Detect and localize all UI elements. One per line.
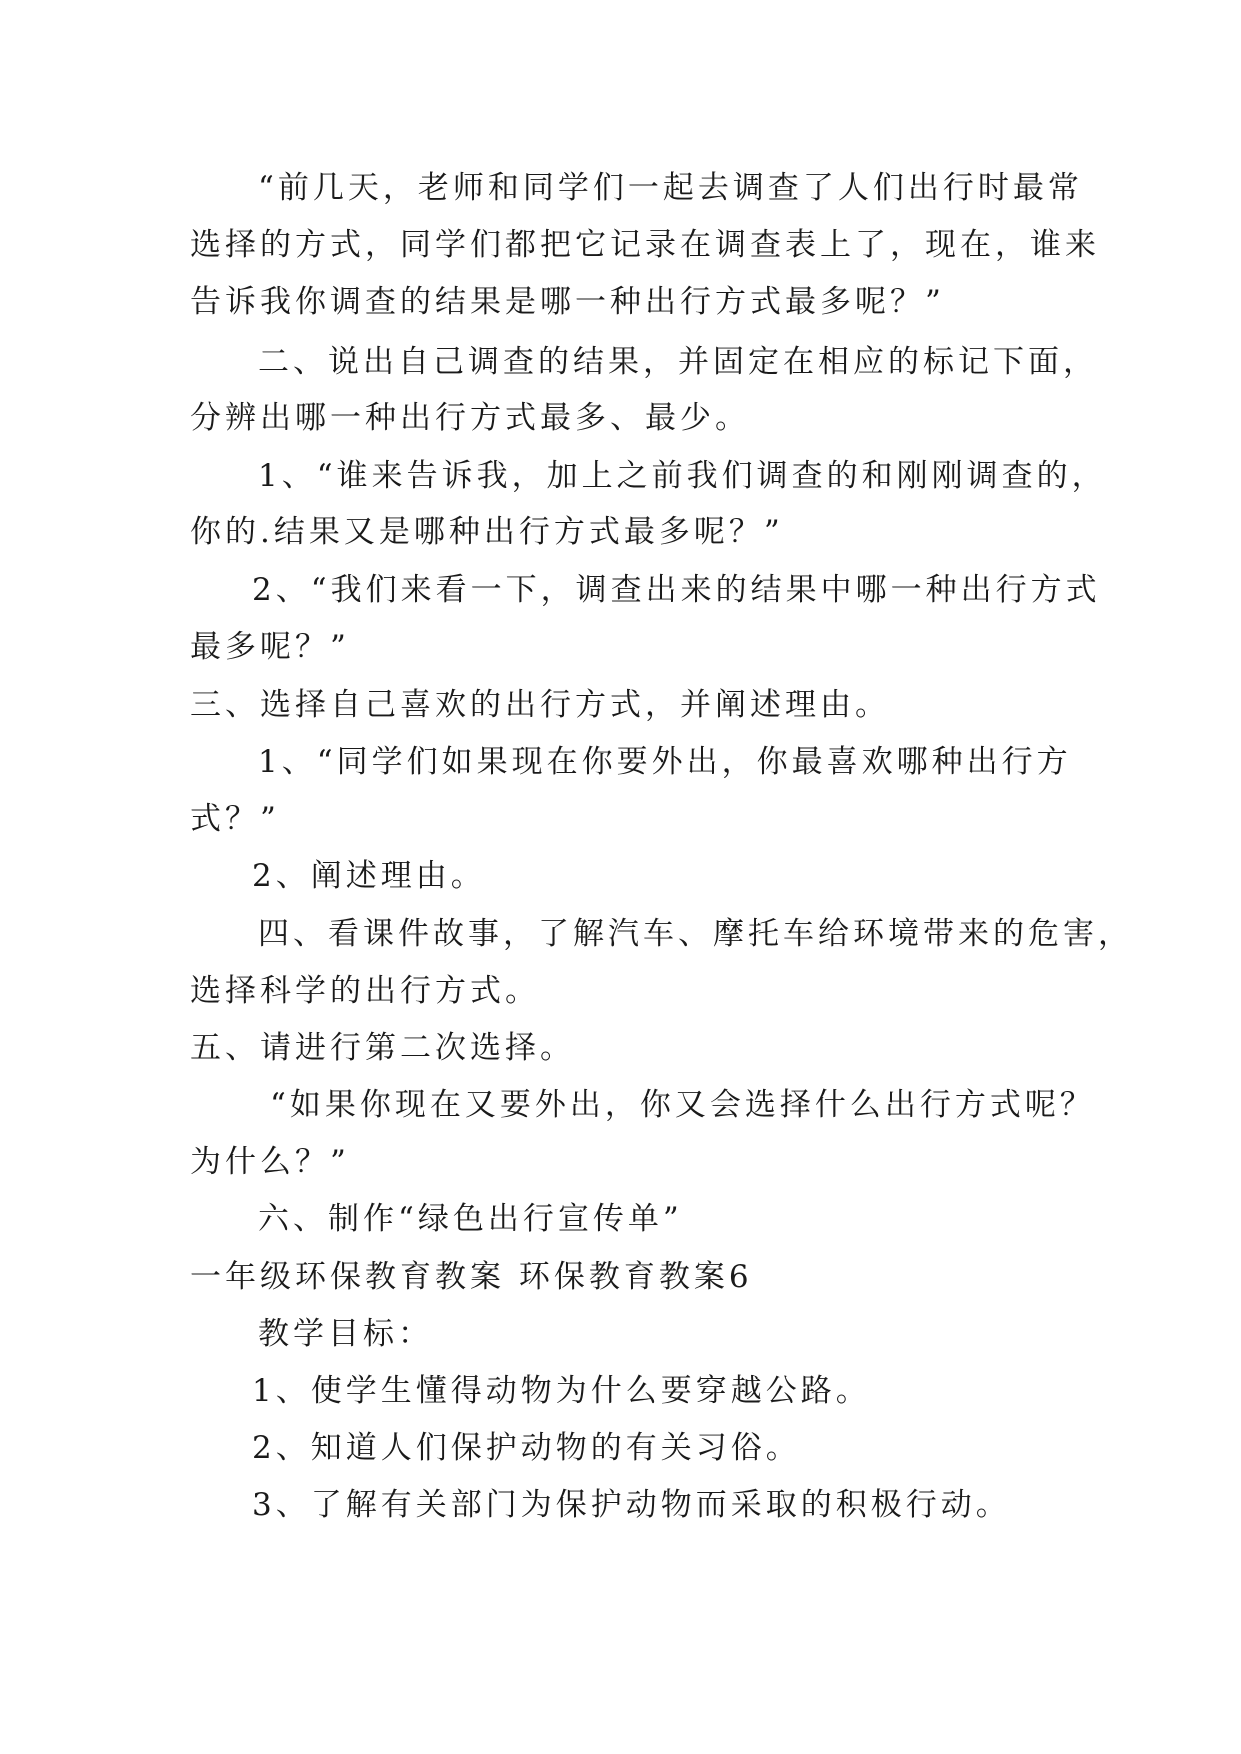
paragraph-line: 选择的方式，同学们都把它记录在调查表上了，现在，谁来 — [190, 227, 1100, 263]
paragraph-line: 你的.结果又是哪种出行方式最多呢？” — [190, 514, 784, 550]
section-heading: 四、看课件故事，了解汽车、摩托车给环境带来的危害， — [258, 916, 1133, 952]
section-heading: 六、制作“绿色出行宣传单” — [258, 1201, 683, 1237]
paragraph-line: 式？” — [190, 801, 280, 837]
section-heading: 教学目标： — [258, 1316, 433, 1352]
paragraph-line: 为什么？” — [190, 1144, 350, 1180]
list-item: 3、了解有关部门为保护动物而采取的积极行动。 — [252, 1487, 1011, 1523]
paragraph-line: “前几天，老师和同学们一起去调查了人们出行时最常 — [258, 170, 1083, 206]
section-heading: 二、说出自己调查的结果，并固定在相应的标记下面， — [258, 344, 1098, 380]
section-heading: 三、选择自己喜欢的出行方式，并阐述理由。 — [190, 687, 890, 723]
list-item: 2、“我们来看一下，调查出来的结果中哪一种出行方式 — [252, 572, 1101, 608]
list-item: 1、“谁来告诉我，加上之前我们调查的和刚刚调查的， — [258, 458, 1107, 494]
paragraph-line: 告诉我你调查的结果是哪一种出行方式最多呢？” — [190, 284, 945, 320]
paragraph-line: 最多呢？” — [190, 629, 350, 665]
paragraph-line: “如果你现在又要外出，你又会选择什么出行方式呢？ — [270, 1087, 1095, 1123]
list-item: 1、使学生懂得动物为什么要穿越公路。 — [252, 1373, 871, 1409]
document-title: 一年级环保教育教案 环保教育教案6 — [190, 1259, 753, 1295]
list-item: 1、“同学们如果现在你要外出，你最喜欢哪种出行方 — [258, 744, 1072, 780]
list-item: 2、阐述理由。 — [252, 858, 486, 894]
section-heading: 五、请进行第二次选择。 — [190, 1030, 575, 1066]
list-item: 2、知道人们保护动物的有关习俗。 — [252, 1430, 801, 1466]
paragraph-line: 分辨出哪一种出行方式最多、最少。 — [190, 400, 750, 436]
paragraph-line: 选择科学的出行方式。 — [190, 973, 540, 1009]
